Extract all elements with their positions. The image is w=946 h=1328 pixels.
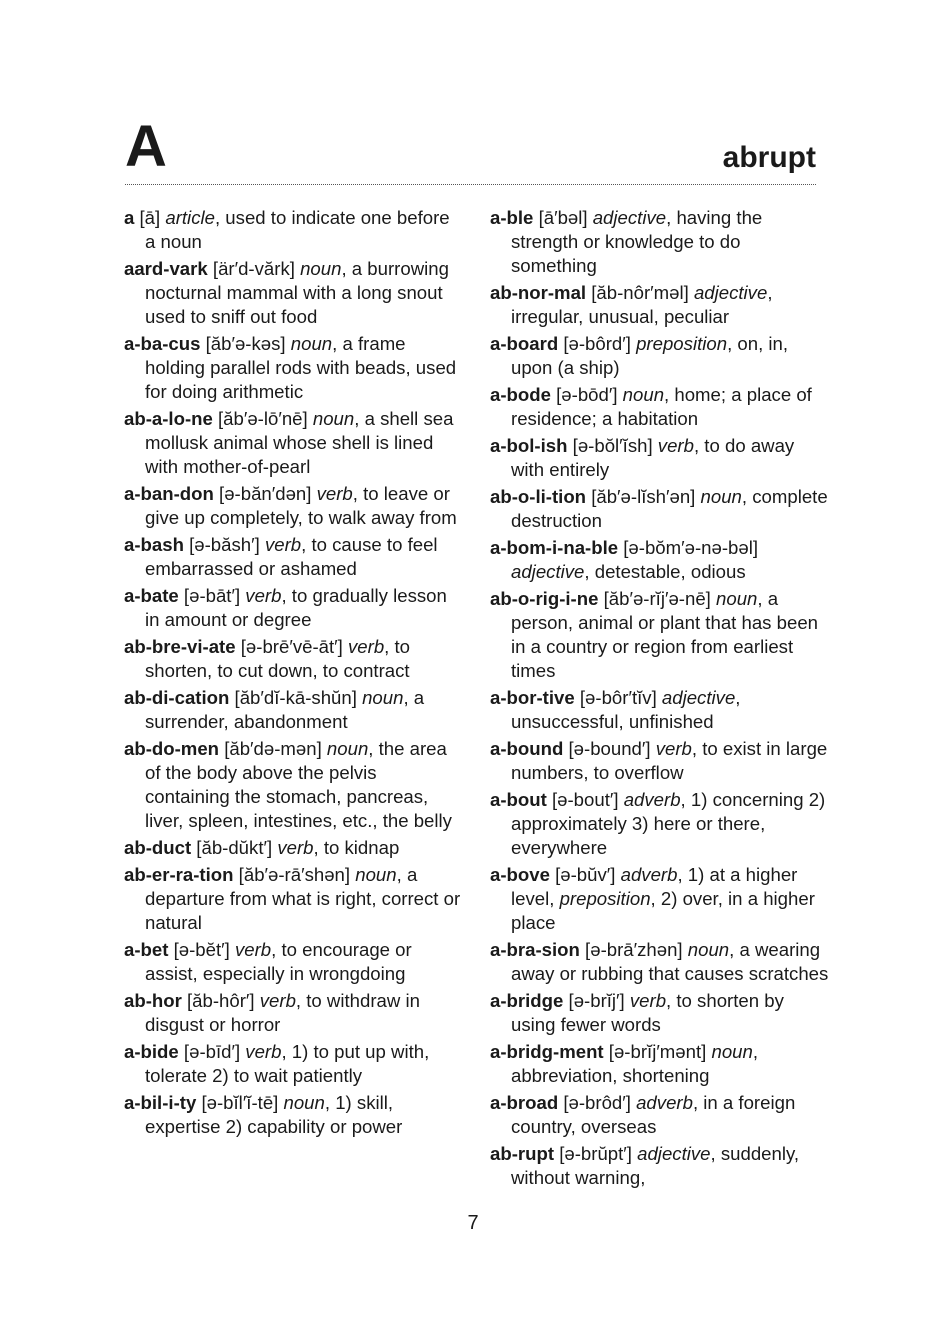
dictionary-entry bbox=[490, 485, 830, 533]
entry-headword: a-bide bbox=[124, 1041, 179, 1062]
entry-headword: a-bound bbox=[490, 738, 564, 759]
entry-pronunciation: [är′d-vărk] bbox=[207, 258, 301, 279]
entry-part-of-speech: noun bbox=[312, 408, 355, 429]
entry-part-of-speech: adjective bbox=[592, 207, 667, 228]
entry-headword: ab-bre-vi-ate bbox=[124, 636, 236, 657]
dictionary-entry bbox=[124, 1040, 464, 1088]
entry-definition: , a departure from what is right, correct or natural bbox=[145, 864, 461, 933]
entry-part-of-speech: adverb bbox=[620, 864, 678, 885]
entry-pronunciation: [ăb′ə-lĭsh′ən] bbox=[586, 486, 701, 507]
entry-headword: a-ba-cus bbox=[124, 333, 201, 354]
entry-definition: , a surrender, abandonment bbox=[145, 687, 425, 732]
entry-headword: ab-hor bbox=[124, 990, 182, 1011]
entry-definition: , to withdraw in disgust or horror bbox=[145, 990, 420, 1035]
entry-definition: , irregular, unusual, peculiar bbox=[511, 282, 773, 327]
entry-pronunciation: [ăb-hôr′] bbox=[181, 990, 260, 1011]
entry-headword: a-bor-tive bbox=[490, 687, 575, 708]
entry-part-of-speech: verb bbox=[316, 483, 353, 504]
entry-headword: ab-o-li-tion bbox=[490, 486, 587, 507]
entry-definition: , 1) to put up with, tolerate 2) to wait patiently bbox=[145, 1041, 430, 1086]
dictionary-entry bbox=[124, 737, 464, 833]
entry-definition: , abbreviation, shortening bbox=[511, 1041, 759, 1086]
dictionary-entry bbox=[124, 635, 464, 683]
entry-headword: a-bode bbox=[490, 384, 551, 405]
entry-part-of-speech: adverb bbox=[636, 1092, 693, 1113]
entry-headword: a-bra-sion bbox=[490, 939, 580, 960]
entry-part-of-speech: adjective bbox=[511, 561, 585, 582]
entry-pronunciation: [ăb′dĭ-kā-shŭn] bbox=[229, 687, 363, 708]
entry-pronunciation: [ə-bīd′] bbox=[178, 1041, 246, 1062]
entry-definition: , suddenly, without warning, bbox=[511, 1143, 800, 1188]
dictionary-entry bbox=[124, 686, 464, 734]
entry-definition: , 1) skill, expertise 2) capability or power bbox=[145, 1092, 403, 1137]
entry-headword: a-ble bbox=[490, 207, 534, 228]
entry-headword: ab-rupt bbox=[490, 1143, 555, 1164]
entry-definition: , 2) over, in a higher place bbox=[511, 888, 815, 933]
entry-headword: a-bash bbox=[124, 534, 184, 555]
guide-word: abrupt bbox=[722, 141, 816, 174]
entry-pronunciation: [ə-bĕt′] bbox=[168, 939, 235, 960]
entry-headword: a-board bbox=[490, 333, 559, 354]
dictionary-entry bbox=[124, 407, 464, 479]
entry-pronunciation: [ə-băn′dən] bbox=[213, 483, 317, 504]
entry-headword: ab-er-ra-tion bbox=[124, 864, 234, 885]
entry-definition: , to encourage or assist, especially in wrongdoing bbox=[145, 939, 412, 984]
entry-headword: a-bet bbox=[124, 939, 169, 960]
entry-pronunciation: [ə-brē′vē-āt′] bbox=[235, 636, 348, 657]
entry-part-of-speech: verb bbox=[629, 990, 667, 1011]
entry-pronunciation: [ăb′ə-rā′shən] bbox=[233, 864, 356, 885]
entry-headword: a bbox=[124, 207, 135, 228]
entry-definition: , home; a place of residence; a habitation bbox=[511, 384, 812, 429]
entry-part-of-speech: noun bbox=[687, 939, 730, 960]
entry-definition: , to shorten by using fewer words bbox=[511, 990, 784, 1035]
entry-part-of-speech: noun bbox=[355, 864, 397, 885]
entry-pronunciation: [ə-bound′] bbox=[563, 738, 656, 759]
entry-headword: a-bove bbox=[490, 864, 550, 885]
entry-pronunciation: [ə-brŭpt′] bbox=[554, 1143, 638, 1164]
dictionary-entry bbox=[490, 788, 830, 860]
entry-part-of-speech: verb bbox=[264, 534, 302, 555]
entry-part-of-speech: adjective bbox=[637, 1143, 711, 1164]
dictionary-entry bbox=[490, 1091, 830, 1139]
entry-pronunciation: [ăb′də-mən] bbox=[219, 738, 327, 759]
entry-part-of-speech: noun bbox=[716, 588, 758, 609]
entry-part-of-speech: noun bbox=[326, 738, 369, 759]
entry-headword: a-bout bbox=[490, 789, 547, 810]
dictionary-entry bbox=[490, 938, 830, 986]
entry-definition: , to cause to feel embarrassed or ashamed bbox=[145, 534, 438, 579]
dictionary-entry bbox=[124, 332, 464, 404]
entry-pronunciation: [ə-brĭj′mənt] bbox=[603, 1041, 712, 1062]
entry-part-of-speech: adjective bbox=[661, 687, 736, 708]
entry-headword: a-bom-i-na-ble bbox=[490, 537, 619, 558]
entry-definition: , having the strength or knowledge to do something bbox=[511, 207, 763, 276]
dictionary-entry bbox=[124, 989, 464, 1037]
dictionary-entry bbox=[490, 587, 830, 683]
entry-definition: , a person, animal or plant that has been in a country or region from earliest times bbox=[511, 588, 818, 681]
entry-part-of-speech: noun bbox=[700, 486, 742, 507]
entry-pronunciation: [ə-brôd′] bbox=[558, 1092, 637, 1113]
entry-pronunciation: [ə-bout′] bbox=[546, 789, 624, 810]
entry-definition: , a burrowing nocturnal mammal with a long snout used to sniff out food bbox=[145, 258, 449, 327]
entry-part-of-speech: verb bbox=[347, 636, 385, 657]
entry-definition: , to do away with entirely bbox=[511, 435, 795, 480]
dictionary-entry bbox=[124, 257, 464, 329]
entry-pronunciation: [ə-brā′zhən] bbox=[579, 939, 688, 960]
entry-definition: , 1) concerning 2) approximately 3) here or there, everywhere bbox=[511, 789, 826, 858]
entry-headword: a-bate bbox=[124, 585, 179, 606]
dictionary-entry bbox=[490, 737, 830, 785]
page-number: 7 bbox=[467, 1212, 479, 1234]
entry-pronunciation: [ə-bŏm′ə-nə-bəl] bbox=[618, 537, 759, 558]
dictionary-entry bbox=[490, 1040, 830, 1088]
entry-part-of-speech: verb bbox=[234, 939, 272, 960]
header-divider bbox=[125, 184, 816, 185]
entry-definition: , 1) at a higher level, bbox=[511, 864, 798, 909]
left-column bbox=[124, 206, 464, 1142]
entry-pronunciation: [ə-băsh′] bbox=[183, 534, 265, 555]
dictionary-entry bbox=[490, 281, 830, 329]
entry-pronunciation: [ə-bĭl′ĭ-tē] bbox=[196, 1092, 284, 1113]
entry-headword: a-broad bbox=[490, 1092, 559, 1113]
entry-pronunciation: [ăb-dŭkt′] bbox=[191, 837, 278, 858]
entry-part-of-speech: article bbox=[165, 207, 215, 228]
dictionary-entry bbox=[490, 863, 830, 935]
entry-headword: a-ban-don bbox=[124, 483, 214, 504]
entry-pronunciation: [ə-bŭv′] bbox=[549, 864, 621, 885]
entry-pronunciation: [ə-bōd′] bbox=[550, 384, 623, 405]
right-column bbox=[490, 206, 830, 1193]
entry-part-of-speech: noun bbox=[622, 384, 665, 405]
entry-pronunciation: [ə-bŏl′ĭsh] bbox=[567, 435, 658, 456]
entry-headword: ab-a-lo-ne bbox=[124, 408, 213, 429]
entry-part-of-speech: verb bbox=[655, 738, 692, 759]
entry-part-of-speech: verb bbox=[259, 990, 296, 1011]
entry-part-of-speech: noun bbox=[362, 687, 404, 708]
entry-headword: ab-do-men bbox=[124, 738, 220, 759]
entry-definition: , to gradually lesson in amount or degree bbox=[145, 585, 447, 630]
entry-definition: , to leave or give up completely, to walk away from bbox=[145, 483, 457, 528]
entry-part-of-speech: noun bbox=[290, 333, 333, 354]
entry-part-of-speech: noun bbox=[283, 1092, 325, 1113]
entry-definition: , used to indicate one before a noun bbox=[145, 207, 450, 252]
entry-definition: , to kidnap bbox=[313, 837, 400, 858]
dictionary-entry bbox=[124, 584, 464, 632]
entry-part-of-speech: preposition bbox=[636, 333, 728, 354]
dictionary-entry bbox=[490, 1142, 830, 1190]
entry-definition: , detestable, odious bbox=[584, 561, 746, 582]
entry-headword: aard-vark bbox=[124, 258, 208, 279]
entry-definition: , complete destruction bbox=[511, 486, 828, 531]
entry-part-of-speech: preposition bbox=[559, 888, 651, 909]
entry-definition: , a frame holding parallel rods with beads, used for doing arithmetic bbox=[145, 333, 457, 402]
dictionary-entry bbox=[124, 938, 464, 986]
entry-part-of-speech: noun bbox=[711, 1041, 753, 1062]
entry-part-of-speech: adjective bbox=[693, 282, 768, 303]
entry-pronunciation: [ăb′ə-rĭj′ə-nē] bbox=[598, 588, 717, 609]
entry-part-of-speech: verb bbox=[245, 585, 282, 606]
dictionary-entry bbox=[124, 206, 464, 254]
entry-part-of-speech: noun bbox=[300, 258, 342, 279]
entry-pronunciation: [ăb′ə-lō′nē] bbox=[212, 408, 313, 429]
entry-pronunciation: [ə-bôrd′] bbox=[558, 333, 637, 354]
entry-pronunciation: [ā] bbox=[134, 207, 166, 228]
entry-headword: a-bridg-ment bbox=[490, 1041, 604, 1062]
dictionary-entry bbox=[490, 383, 830, 431]
entry-pronunciation: [ăb-nôr′məl] bbox=[586, 282, 694, 303]
dictionary-entry bbox=[490, 536, 830, 584]
dictionary-entry bbox=[490, 332, 830, 380]
section-letter: A bbox=[125, 114, 166, 179]
entry-definition: , to shorten, to cut down, to contract bbox=[145, 636, 410, 681]
entry-headword: ab-nor-mal bbox=[490, 282, 587, 303]
entry-definition: , unsuccessful, unfinished bbox=[511, 687, 741, 732]
entry-part-of-speech: verb bbox=[657, 435, 694, 456]
dictionary-entry bbox=[124, 533, 464, 581]
entry-definition: , to exist in large numbers, to overflow bbox=[511, 738, 828, 783]
entry-definition: , the area of the body above the pelvis containing the stomach, pancreas, liver, spleen, intestines, etc., the belly bbox=[145, 738, 452, 831]
entry-headword: ab-di-cation bbox=[124, 687, 230, 708]
dictionary-entry bbox=[124, 1091, 464, 1139]
entry-headword: ab-o-rig-i-ne bbox=[490, 588, 599, 609]
entry-part-of-speech: verb bbox=[245, 1041, 282, 1062]
entry-pronunciation: [ə-bôr′tĭv] bbox=[574, 687, 662, 708]
dictionary-entry bbox=[124, 836, 464, 860]
entry-pronunciation: [ā′bəl] bbox=[533, 207, 593, 228]
entry-part-of-speech: adverb bbox=[623, 789, 681, 810]
dictionary-entry bbox=[490, 434, 830, 482]
dictionary-entry bbox=[490, 989, 830, 1037]
entry-pronunciation: [ə-bāt′] bbox=[178, 585, 246, 606]
dictionary-entry bbox=[124, 863, 464, 935]
dictionary-entry bbox=[490, 206, 830, 278]
entry-headword: ab-duct bbox=[124, 837, 192, 858]
entry-pronunciation: [ə-brĭj′] bbox=[563, 990, 630, 1011]
entry-definition: , a shell sea mollusk animal whose shell is lined with mother-of-pearl bbox=[145, 408, 454, 477]
entry-definition: , a wearing away or rubbing that causes scratches bbox=[511, 939, 829, 984]
entry-part-of-speech: verb bbox=[277, 837, 314, 858]
entry-headword: a-bol-ish bbox=[490, 435, 568, 456]
entry-headword: a-bridge bbox=[490, 990, 564, 1011]
entry-pronunciation: [ăb′ə-kəs] bbox=[200, 333, 291, 354]
dictionary-entry bbox=[490, 686, 830, 734]
entry-headword: a-bil-i-ty bbox=[124, 1092, 197, 1113]
entry-definition: , on, in, upon (a ship) bbox=[511, 333, 789, 378]
entry-definition: , in a foreign country, overseas bbox=[511, 1092, 796, 1137]
dictionary-entry bbox=[124, 482, 464, 530]
